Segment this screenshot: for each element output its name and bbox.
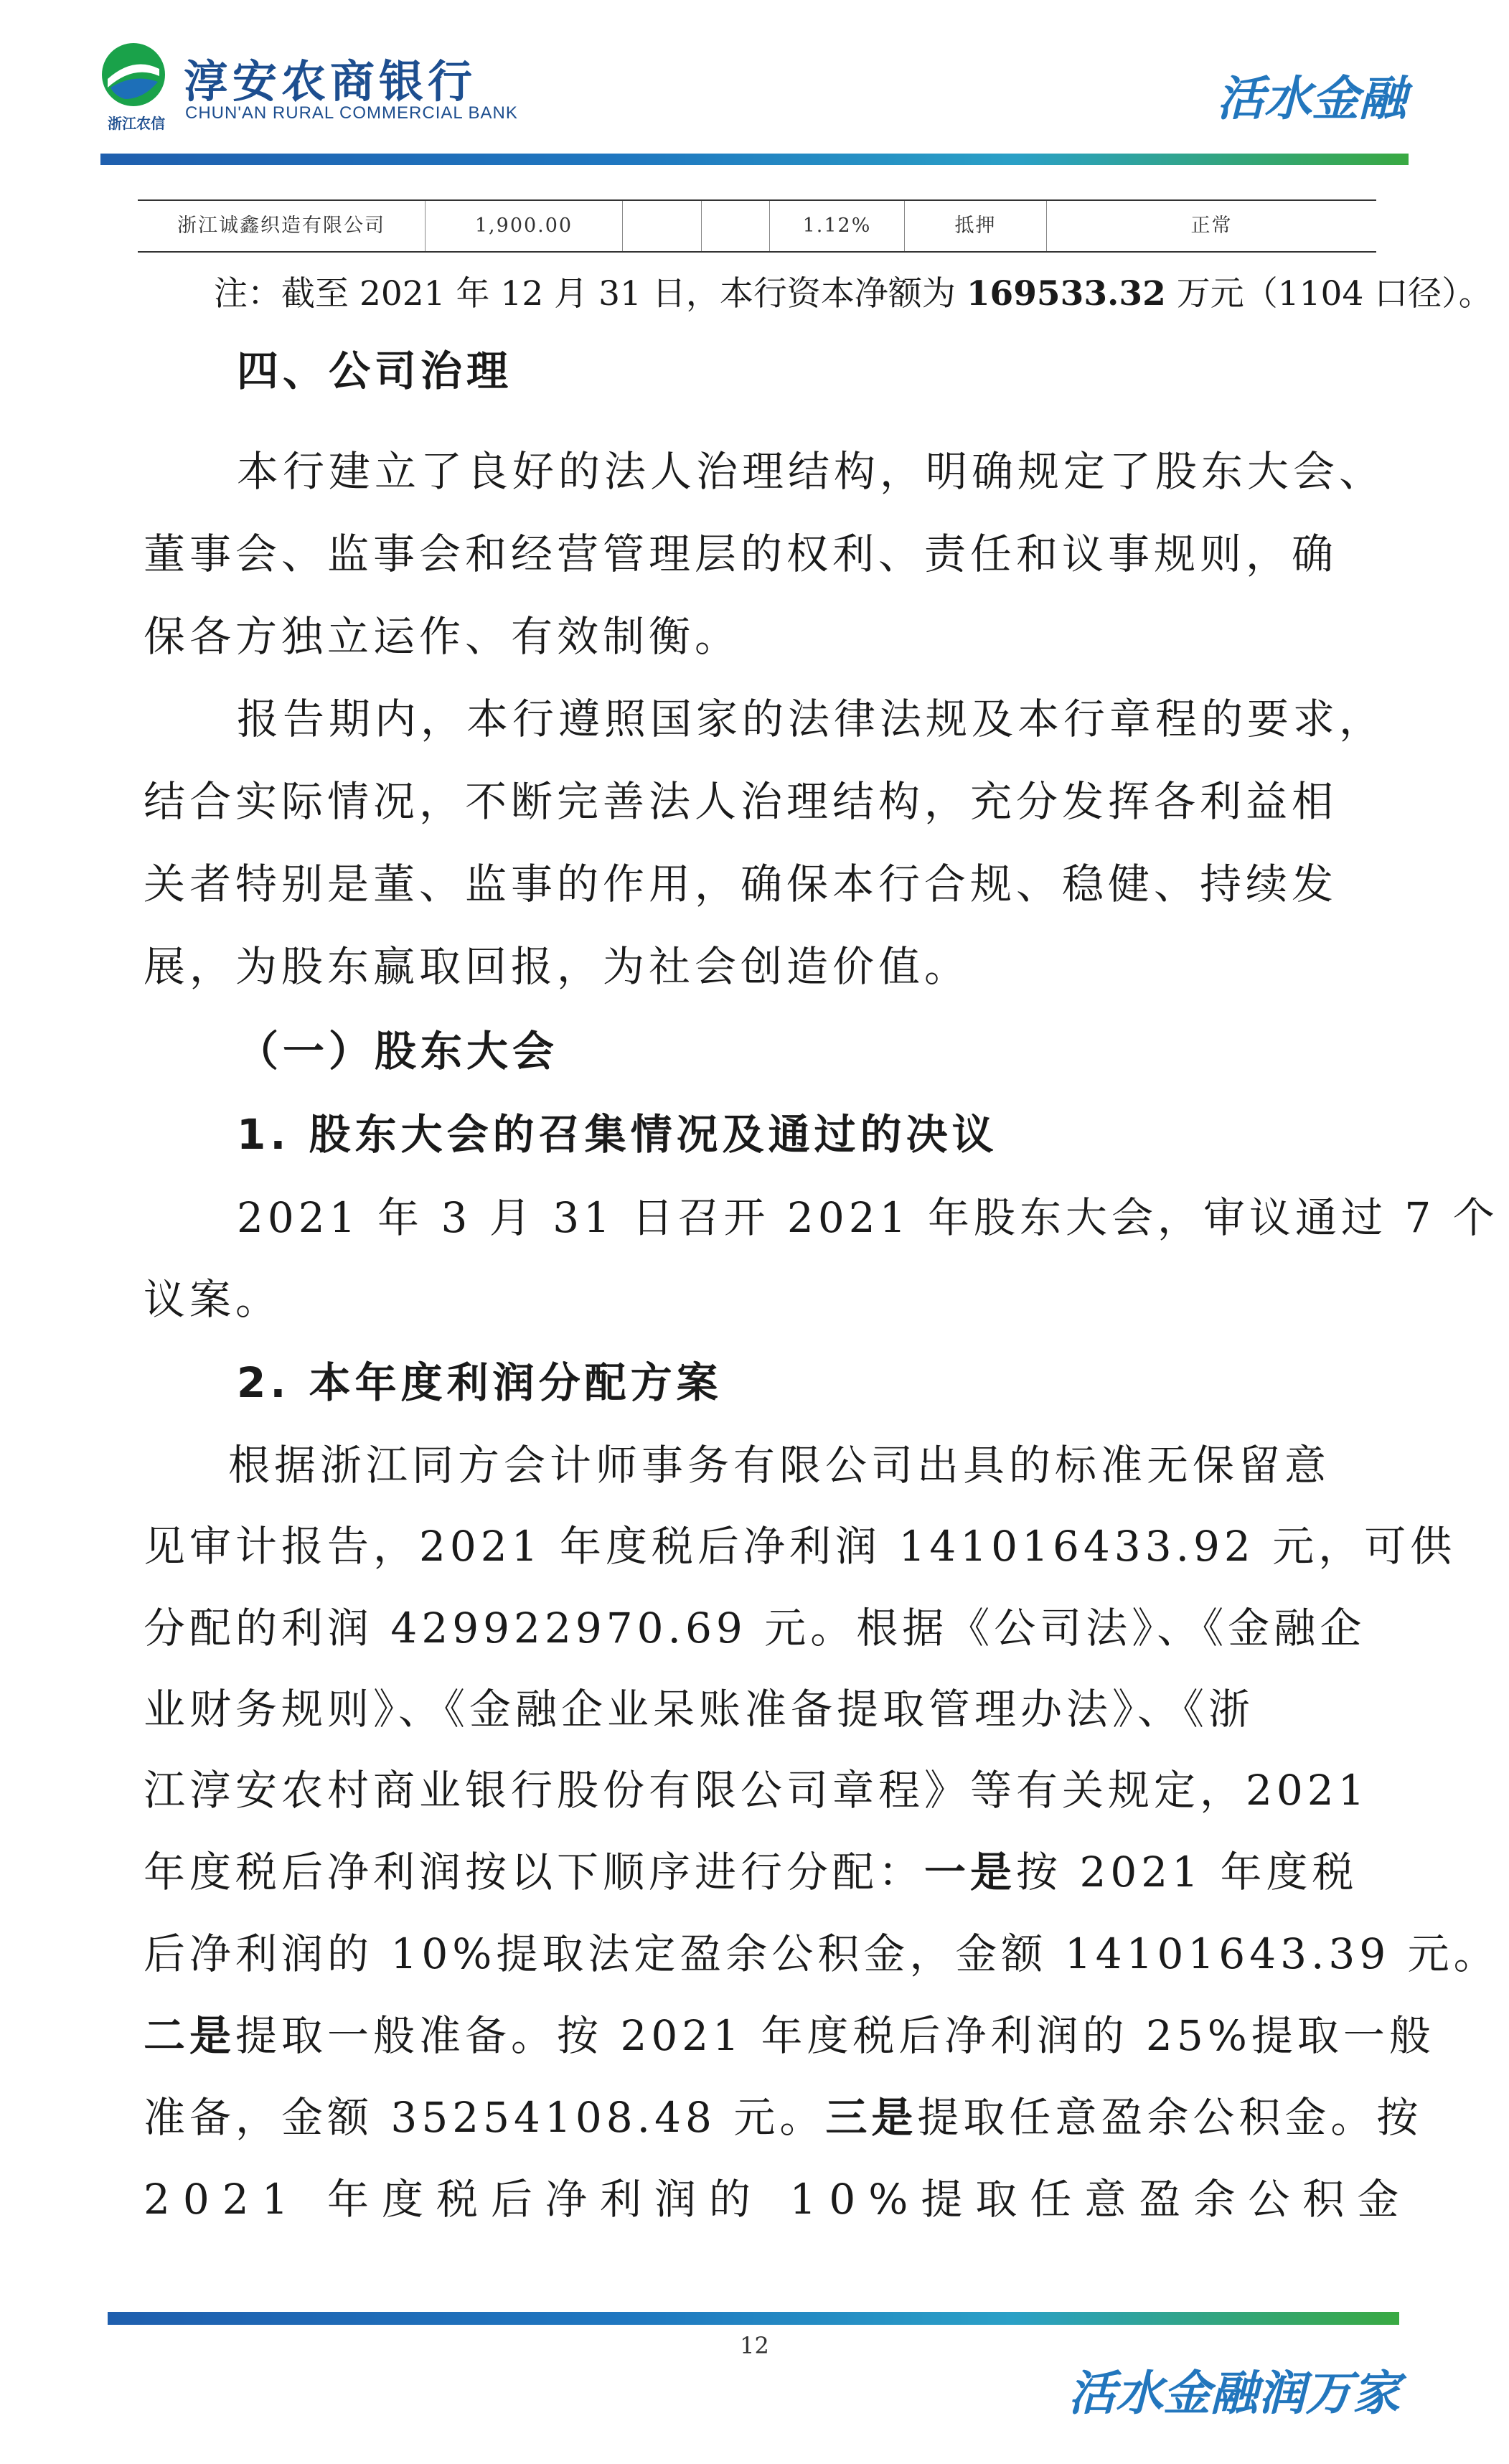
capital-note: [214, 267, 1492, 315]
para2-line: 报告期内，本行遵照国家的法律法规及本行章程的要求，: [237, 695, 1386, 743]
point-three-text: 提取任意盈余公积金。按: [917, 2093, 1423, 2142]
point-three-label: 三是: [825, 2093, 918, 2142]
item2-line: [144, 2084, 1422, 2144]
note-value: 169533.32: [966, 274, 1166, 314]
item2-line: [144, 1838, 1358, 1899]
item2-line: 见审计报告，2021 年度税后净利润 141016433.92 元，可供: [144, 1522, 1457, 1571]
loan-table-row: [138, 199, 1376, 253]
item2-line-text: 年度税后净利润按以下顺序进行分配：: [144, 1848, 925, 1896]
logo-subtitle: 浙江农信: [108, 115, 165, 132]
point-one-label: 一是: [924, 1848, 1017, 1896]
subsection-title: （一）股东大会: [237, 1027, 559, 1076]
cell-blank-1: [622, 201, 701, 251]
footer-color-band: [108, 2312, 1399, 2325]
point-two-label: 二是: [144, 2011, 236, 2060]
note-prefix: 注：截至 2021 年 12 月 31 日，本行资本净额为: [214, 274, 967, 314]
header-slogan: 活水金融: [1217, 70, 1406, 126]
para2-line: 展，为股东赢取回报，为社会创造价值。: [144, 942, 971, 991]
item1-line: 议案。: [144, 1275, 282, 1324]
para2-line: 结合实际情况，不断完善法人治理结构，充分发挥各利益相: [144, 777, 1338, 826]
item2-title: 2. 本年度利润分配方案: [237, 1358, 723, 1407]
header-color-band: [100, 154, 1409, 165]
bank-name-cn: 淳安农商银行: [184, 55, 477, 108]
para2-line: 关者特别是董、监事的作用，确保本行合规、稳健、持续发: [144, 860, 1338, 908]
item1-line: 2021 年 3 月 31 日召开 2021 年股东大会，审议通过 7 个: [237, 1193, 1499, 1242]
cell-amount: 1,900.00: [425, 201, 622, 251]
item2-line: 江淳安农村商业银行股份有限公司章程》等有关规定，2021: [144, 1766, 1369, 1815]
note-suffix: 万元（1104 口径）。: [1165, 274, 1492, 314]
cell-status: 正常: [1046, 201, 1376, 251]
para1-line: 董事会、监事会和经营管理层的权利、责任和议事规则，确: [144, 530, 1338, 578]
bank-name-en: CHUN'AN RURAL COMMERCIAL BANK: [185, 103, 518, 123]
cell-blank-2: [701, 201, 769, 251]
cell-company: 浙江诚鑫织造有限公司: [177, 215, 385, 237]
point-two-text: 提取一般准备。按 2021 年度税后净利润的 25%提取一般: [235, 2011, 1435, 2060]
item2-line: 分配的利润 429922970.69 元。根据《公司法》、《金融企: [144, 1604, 1366, 1652]
item2-line: 根据浙江同方会计师事务有限公司出具的标准无保留意: [228, 1441, 1331, 1490]
item2-line: 2021 年度税后净利润的 10%提取任意盈余公积金: [144, 2175, 1412, 2224]
cell-guarantee: 抵押: [904, 201, 1046, 251]
para1-line: 保各方独立运作、有效制衡。: [144, 612, 741, 661]
item2-line: [144, 2002, 1435, 2062]
item2-line: 后净利润的 10%提取法定盈余公积金，金额 14101643.39 元。: [144, 1929, 1500, 1978]
footer-slogan: 活水金融润万家: [1068, 2365, 1400, 2421]
item1-title: 1. 股东大会的召集情况及通过的决议: [237, 1110, 998, 1159]
cell-ratio: 1.12%: [769, 201, 904, 251]
line-text: 准备，金额 35254108.48 元。: [144, 2093, 826, 2142]
para1-line: 本行建立了良好的法人治理结构，明确规定了股东大会、: [237, 447, 1386, 496]
section-title: 四、公司治理: [237, 347, 513, 395]
page-number: 12: [740, 2332, 769, 2359]
point-one-text: 按 2021 年度税: [1016, 1848, 1358, 1896]
item2-line: 业财务规则》、《金融企业呆账准备提取管理办法》、《浙: [144, 1685, 1255, 1734]
bank-logo-icon: [100, 42, 166, 108]
